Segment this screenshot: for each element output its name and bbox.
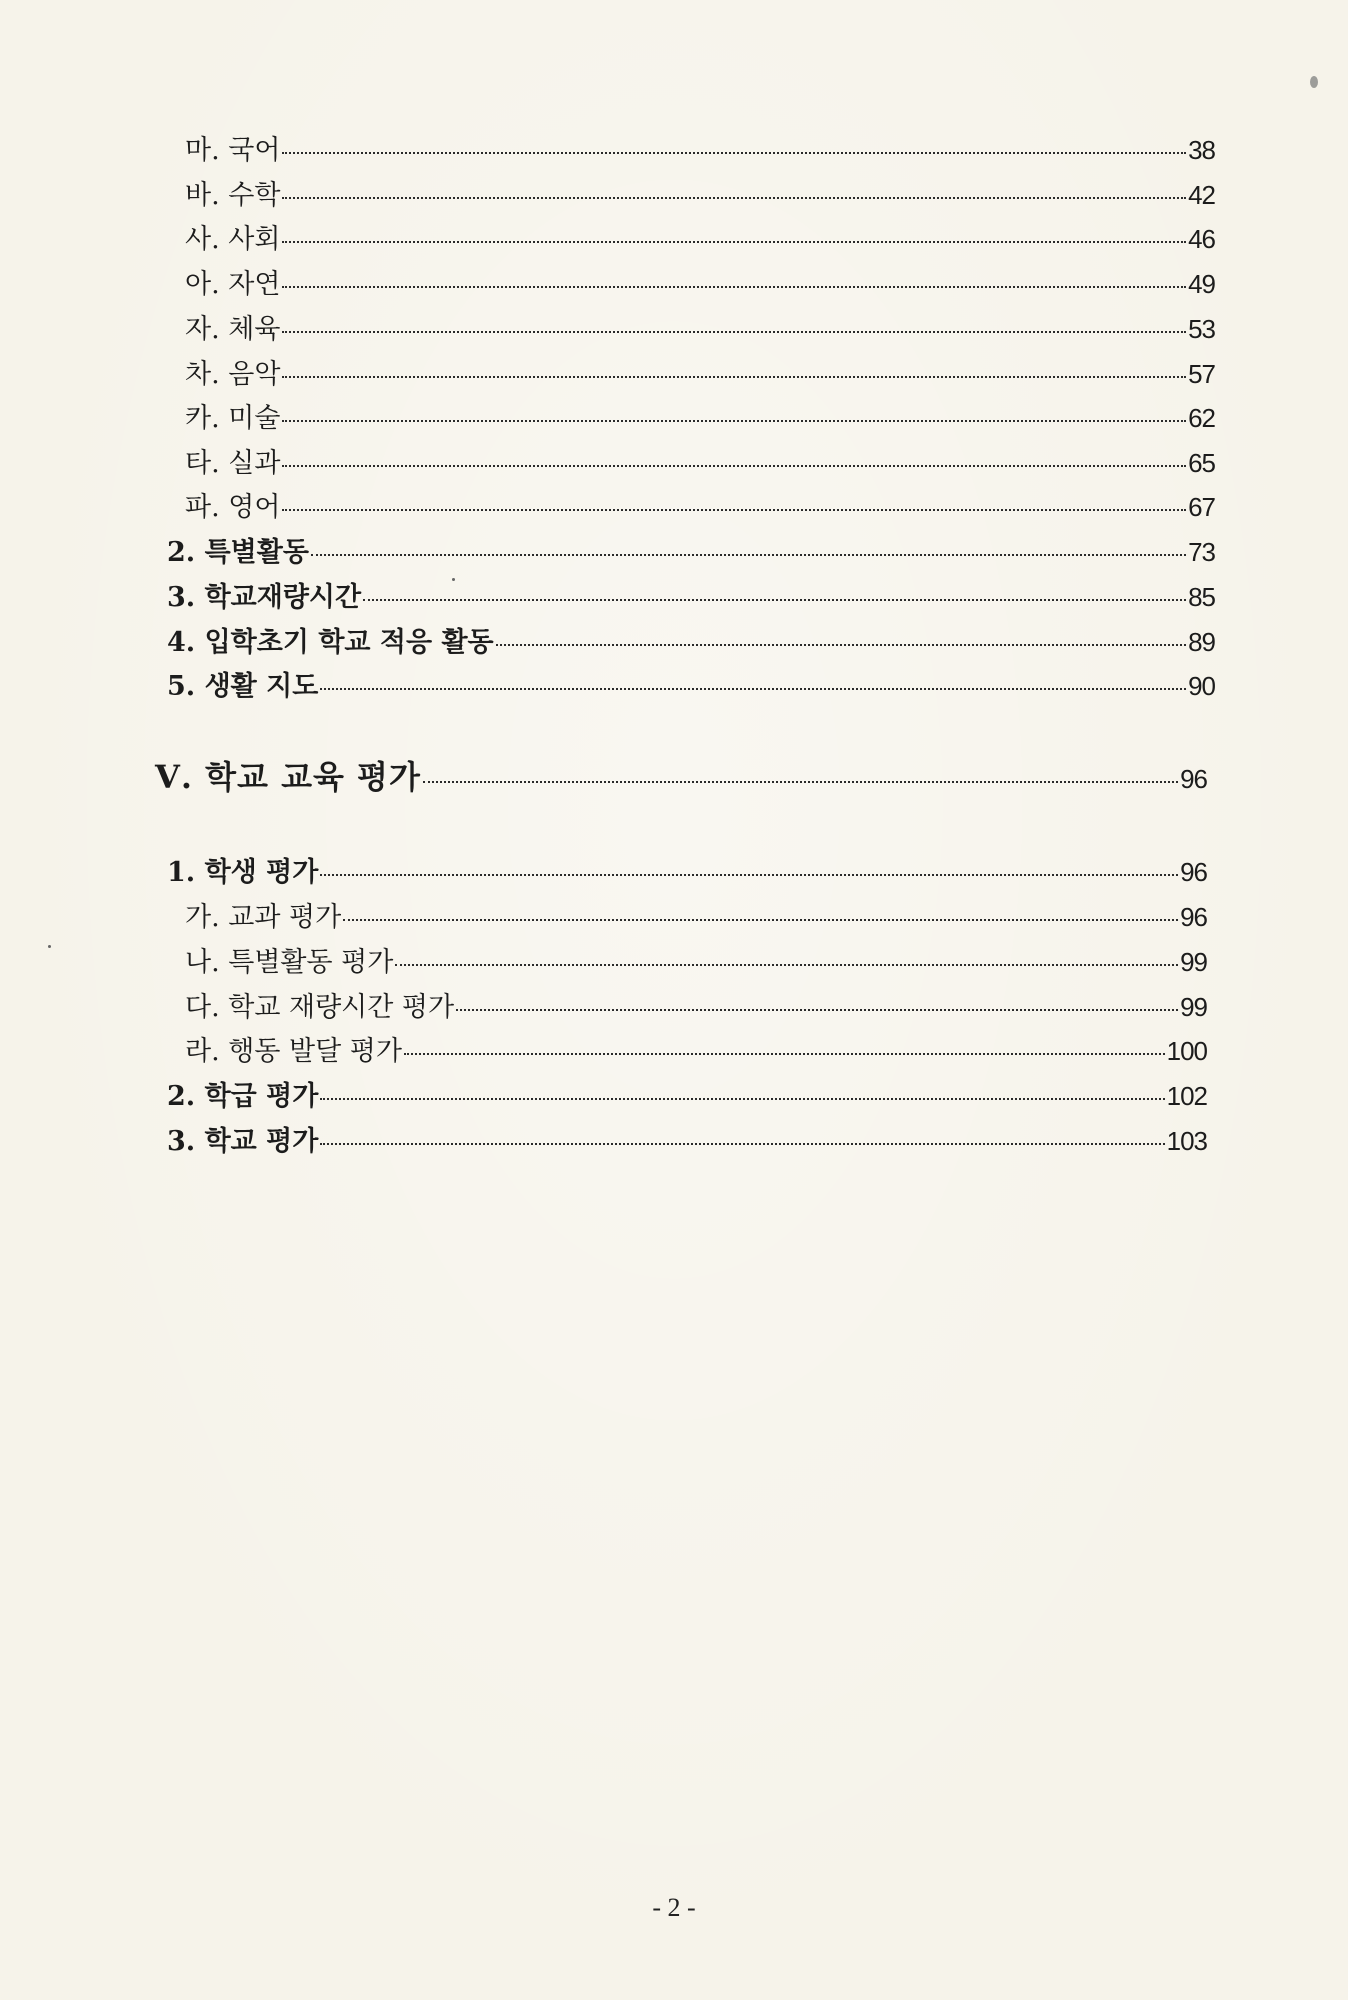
toc-entry: [185, 217, 1215, 256]
toc-entry-title: 3. 학교 평가: [167, 1126, 319, 1157]
toc-entry: [185, 441, 1215, 480]
toc-entry: [167, 664, 1215, 703]
toc-entry-title: 라. 행동 발달 평가: [185, 1036, 402, 1067]
toc-entry-title: 나. 특별활동 평가: [185, 947, 394, 978]
dot-leader: [496, 644, 1186, 646]
toc-entry: [185, 1029, 1207, 1068]
toc-entry-page: 73: [1188, 537, 1215, 567]
toc-entry-title: 4. 입학초기 학교 적응 활동: [167, 627, 494, 658]
dot-leader: [395, 964, 1178, 966]
toc-entry-page: 42: [1188, 180, 1215, 210]
toc-entry: [167, 850, 1207, 889]
dot-leader: [456, 1009, 1178, 1011]
dot-leader: [282, 152, 1186, 154]
toc-entry-page: 96: [1180, 902, 1207, 932]
dot-leader: [282, 420, 1186, 422]
dot-leader: [311, 554, 1186, 556]
toc-entry: [185, 262, 1215, 301]
dot-leader: [282, 331, 1186, 333]
toc-entry-page: 46: [1188, 224, 1215, 254]
toc-entry: [167, 1074, 1207, 1113]
toc-entry-title: 아. 자연: [185, 269, 281, 300]
toc-entry-title: 차. 음악: [185, 359, 281, 390]
toc-entry-title: 다. 학교 재량시간 평가: [185, 992, 455, 1023]
scan-dot: [48, 945, 51, 948]
toc-entry: [167, 530, 1215, 569]
toc-entry: [185, 352, 1215, 391]
toc-entry-title: 1. 학생 평가: [167, 857, 319, 888]
toc-entry-title: 파. 영어: [185, 492, 281, 523]
toc-chapter-heading: [155, 752, 1207, 798]
dot-leader: [320, 874, 1178, 876]
dot-leader: [363, 599, 1186, 601]
toc-entry-title: 타. 실과: [185, 448, 281, 479]
dot-leader: [423, 781, 1178, 783]
dot-leader: [404, 1053, 1165, 1055]
toc-entry-page: 102: [1166, 1081, 1207, 1111]
toc-entry: [167, 620, 1215, 659]
dot-leader: [320, 1143, 1164, 1145]
toc-entry-page: 57: [1188, 359, 1215, 389]
dot-leader: [282, 509, 1186, 511]
dot-leader: [320, 1098, 1164, 1100]
scan-speck: [1310, 76, 1318, 88]
toc-entry-title: 2. 학급 평가: [167, 1081, 319, 1112]
toc-entry-page: 85: [1188, 582, 1215, 612]
toc-entry-page: 67: [1188, 492, 1215, 522]
dot-leader: [343, 919, 1178, 921]
toc-entry-title: 2. 특별활동: [167, 537, 309, 568]
toc-entry-page: 99: [1180, 947, 1207, 977]
page-number: - 2 -: [652, 1893, 696, 1922]
dot-leader: [282, 465, 1186, 467]
dot-leader: [320, 688, 1186, 690]
toc-entry: [185, 173, 1215, 212]
toc-entry-title: 3. 학교재량시간: [167, 582, 362, 613]
toc-entry-page: 99: [1180, 992, 1207, 1022]
dot-leader: [282, 286, 1186, 288]
toc-entry-page: 49: [1188, 269, 1215, 299]
toc-entry-page: 96: [1180, 764, 1207, 794]
toc-entry-page: 103: [1166, 1126, 1207, 1156]
toc-entry: [185, 895, 1207, 934]
toc-entry-page: 65: [1188, 448, 1215, 478]
dot-leader: [282, 241, 1186, 243]
toc-entry-page: 100: [1166, 1036, 1207, 1066]
toc-entry: [167, 1119, 1207, 1158]
toc-entry-page: 53: [1188, 314, 1215, 344]
toc-entry-page: 90: [1188, 671, 1215, 701]
chapter-title: Ⅴ. 학교 교육 평가: [155, 758, 421, 796]
dot-leader: [282, 376, 1186, 378]
toc-entry-title: 카. 미술: [185, 403, 281, 434]
toc-entry: [185, 985, 1207, 1024]
toc-entry-title: 5. 생활 지도: [167, 671, 319, 702]
toc-entry-page: 96: [1180, 857, 1207, 887]
toc-entry: [185, 128, 1215, 167]
toc-entry-title: 가. 교과 평가: [185, 902, 342, 933]
toc-entry-title: 바. 수학: [185, 180, 281, 211]
toc-entry-page: 62: [1188, 403, 1215, 433]
toc-entry: [185, 940, 1207, 979]
toc-entry-page: 89: [1188, 627, 1215, 657]
dot-leader: [282, 197, 1186, 199]
toc-entry-title: 마. 국어: [185, 135, 281, 166]
toc-entry-page: 38: [1188, 135, 1215, 165]
toc-entry: [185, 396, 1215, 435]
toc-entry-title: 사. 사회: [185, 224, 281, 255]
toc-entry-title: 자. 체육: [185, 314, 281, 345]
toc-entry: [185, 307, 1215, 346]
toc-entry: [185, 485, 1215, 524]
toc-entry: [167, 575, 1215, 614]
